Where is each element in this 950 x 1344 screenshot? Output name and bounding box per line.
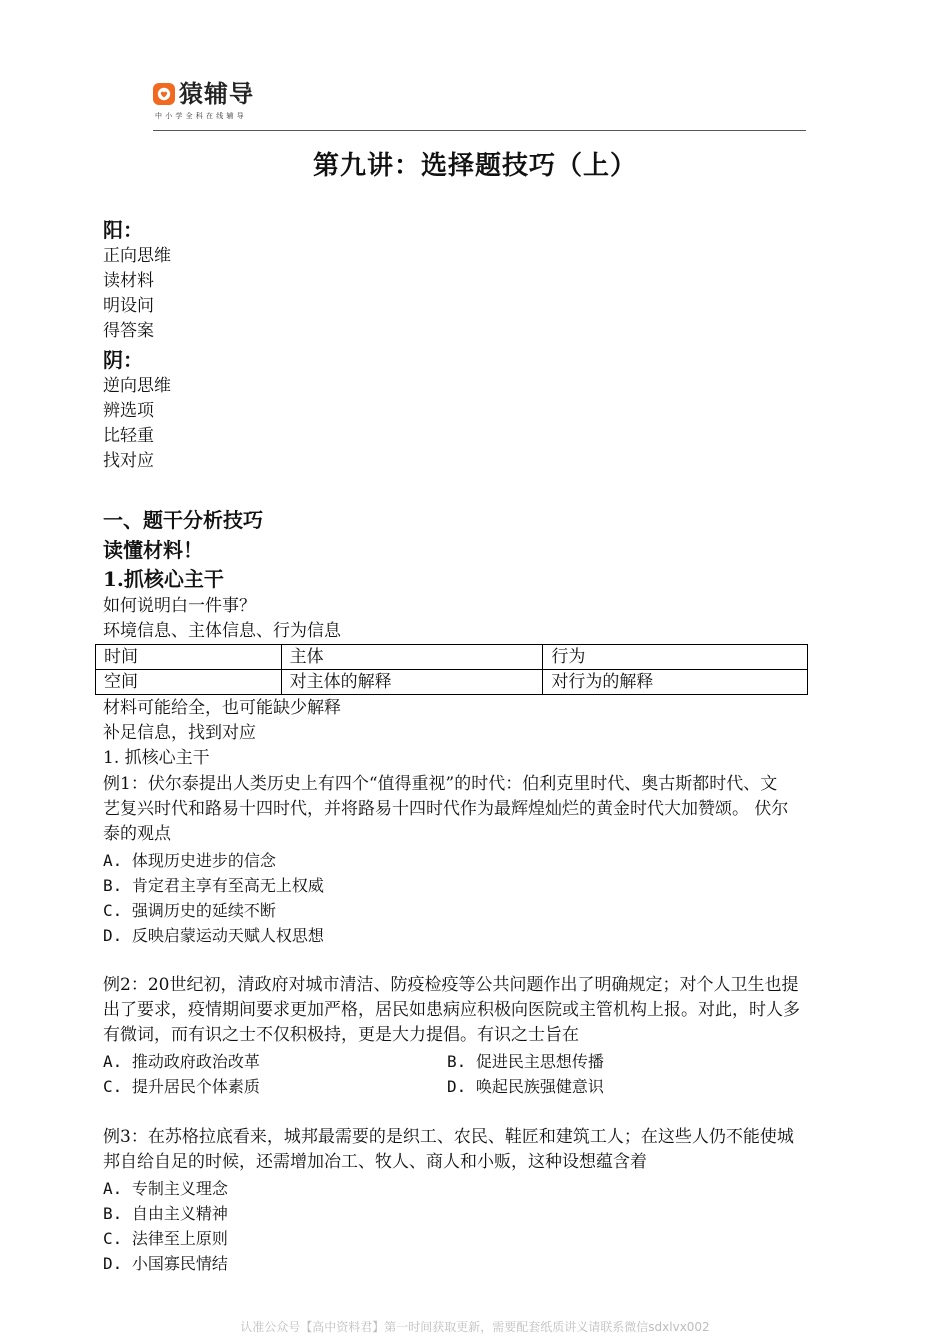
- info-table: [95, 644, 808, 695]
- example-3-text: 例3：在苏格拉底看来，城邦最需要的是织工、农民、鞋匠和建筑工人；在这些人仍不能使城: [103, 1127, 794, 1147]
- example-1-text: 艺复兴时代和路易十四时代，并将路易十四时代作为最辉煌灿烂的黄金时代大加赞颂。 伏尔: [103, 799, 789, 819]
- example-3-option: B. 自由主义精神: [103, 1204, 228, 1223]
- yang-item: 正向思维: [103, 246, 171, 266]
- example-3-text: 邦自给自足的时候，还需增加冶工、牧人、商人和小贩，这种设想蕴含着: [103, 1152, 647, 1172]
- example-1-text: 例1：伏尔泰提出人类历史上有四个“值得重视”的时代：伯利克里时代、奥古斯都时代、文: [103, 774, 778, 794]
- example-2-option: B. 促进民主思想传播: [447, 1052, 604, 1071]
- point-heading: 1.抓核心主干: [103, 567, 224, 591]
- yang-item: 明设问: [103, 296, 154, 316]
- logo-heart-icon: [153, 83, 175, 105]
- yang-item: 得答案: [103, 321, 154, 341]
- brand-slogan: 中小学全科在线辅导: [155, 112, 247, 120]
- example-2-text: 有微词，而有识之士不仅积极持，更是大力提倡。有识之士旨在: [103, 1025, 579, 1045]
- example-1-option: C. 强调历史的延续不断: [103, 901, 276, 920]
- yin-item: 辨选项: [103, 401, 154, 421]
- table-cell: 行为: [543, 645, 808, 670]
- note-text: 材料可能给全，也可能缺少解释: [103, 698, 341, 718]
- page-title: 第九讲：选择题技巧（上）: [312, 151, 637, 181]
- example-3-option: C. 法律至上原则: [103, 1229, 228, 1248]
- section-heading: 一、题干分析技巧: [103, 508, 263, 532]
- table-row: [96, 645, 808, 670]
- yang-item: 读材料: [103, 271, 154, 291]
- note-text: 补足信息，找到对应: [103, 723, 256, 743]
- yin-item: 比轻重: [103, 426, 154, 446]
- note-text: 1. 抓核心主干: [103, 748, 210, 768]
- yin-heading: 阴：: [103, 348, 143, 372]
- example-1-text: 泰的观点: [103, 824, 171, 844]
- example-1-option: D. 反映启蒙运动天赋人权思想: [103, 926, 324, 945]
- example-2-text: 例2：20世纪初，清政府对城市清洁、防疫检疫等公共问题作出了明确规定；对个人卫生也提: [103, 975, 799, 995]
- table-cell: 空间: [96, 670, 282, 695]
- example-1-option: B. 肯定君主享有至高无上权威: [103, 876, 324, 895]
- example-2-option: A. 推动政府政治改革: [103, 1052, 260, 1071]
- table-cell: 对主体的解释: [281, 670, 543, 695]
- section-subheading: 读懂材料！: [103, 538, 203, 562]
- example-3-option: A. 专制主义理念: [103, 1179, 228, 1198]
- yin-item: 逆向思维: [103, 376, 171, 396]
- yin-item: 找对应: [103, 451, 154, 471]
- example-2-option: D. 唤起民族强健意识: [447, 1077, 604, 1096]
- example-1-option: A. 体现历史进步的信念: [103, 851, 276, 870]
- table-row: [96, 670, 808, 695]
- example-2-option: C. 提升居民个体素质: [103, 1077, 260, 1096]
- footer-watermark: 认准公众号【高中资料君】第一时间获取更新，需要配套纸质讲义请联系微信sdxlvx002: [240, 1320, 710, 1334]
- table-cell: 主体: [281, 645, 543, 670]
- example-3-option: D. 小国寡民情结: [103, 1254, 228, 1273]
- brand-name: 猿辅导: [179, 80, 254, 108]
- question-text: 如何说明白一件事？: [103, 596, 256, 616]
- example-2-text: 出了要求，疫情期间要求更加严格，居民如患病应积极向医院或主管机构上报。对此，时人多: [103, 1000, 800, 1020]
- table-cell: 时间: [96, 645, 282, 670]
- info-types-text: 环境信息、主体信息、行为信息: [103, 621, 341, 641]
- table-cell: 对行为的解释: [543, 670, 808, 695]
- yang-heading: 阳：: [103, 218, 143, 242]
- header-divider: [153, 130, 806, 131]
- brand-logo: [153, 80, 254, 121]
